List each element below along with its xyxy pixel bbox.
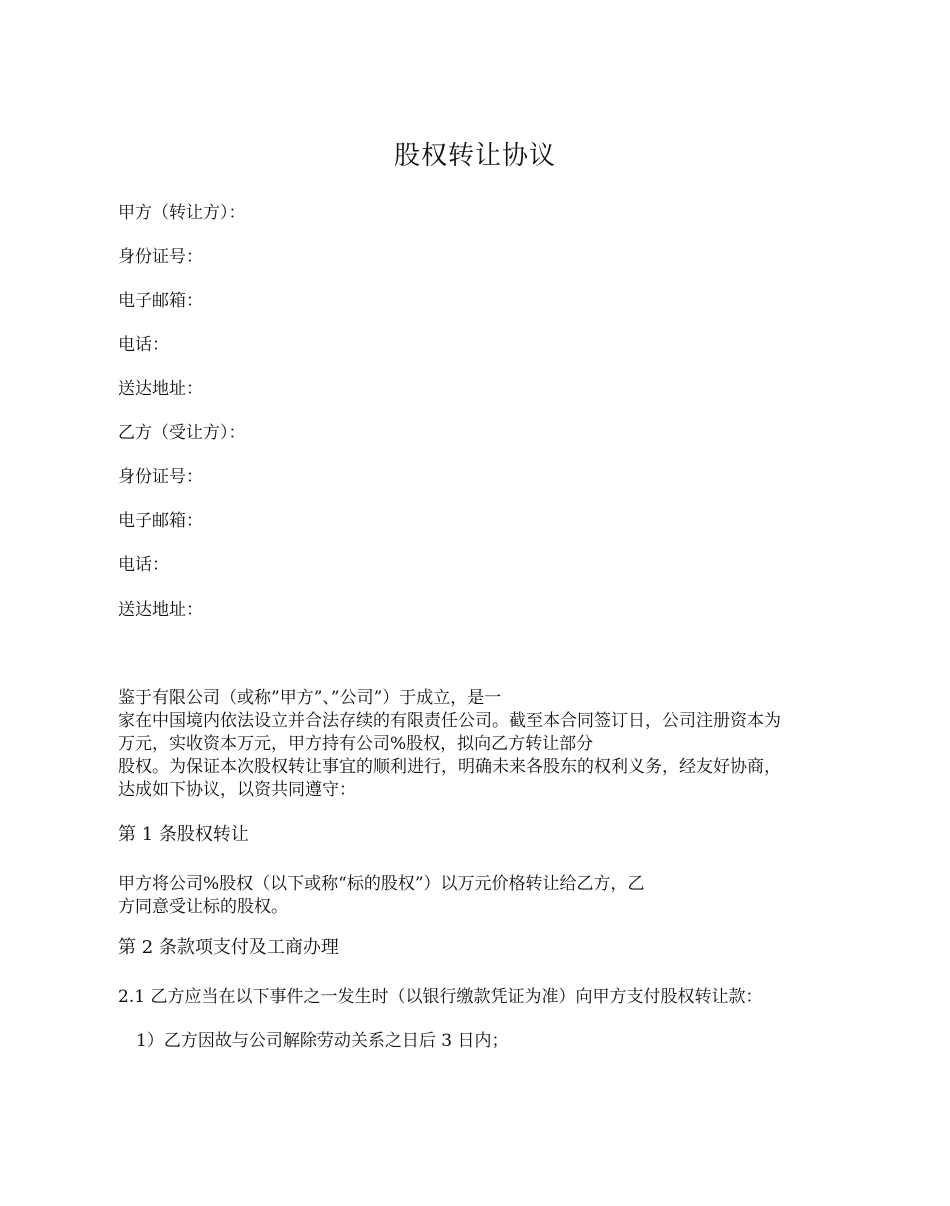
party-a-heading: 甲方（转让方）：: [118, 203, 246, 223]
article-1-line: 甲方将公司%股权（以下或称“标的股权”）以万元价格转让给乙方，乙: [118, 874, 645, 894]
party-a-email-label: 电子邮箱：: [118, 291, 203, 311]
preamble-line: 鉴于有限公司（或称”甲方”、”公司”）于成立，是一: [118, 688, 502, 708]
article-1-heading: 第 1 条股权转让: [118, 824, 249, 845]
party-a-phone-label: 电话：: [118, 335, 169, 355]
clause-2-1: 2.1 乙方应当在以下事件之一发生时（以银行缴款凭证为准）向甲方支付股权转让款：: [118, 987, 763, 1007]
document-title: 股权转让协议: [393, 141, 556, 171]
clause-2-1-item-1: 1）乙方因故与公司解除劳动关系之日后 3 日内；: [136, 1031, 509, 1051]
party-b-id-label: 身份证号：: [118, 467, 203, 487]
party-b-email-label: 电子邮箱：: [118, 511, 203, 531]
preamble-line: 家在中国境内依法设立并合法存续的有限责任公司。截至本合同签订日，公司注册资本为: [118, 711, 781, 731]
party-b-phone-label: 电话：: [118, 555, 169, 575]
party-b-heading: 乙方（受让方）：: [118, 423, 246, 443]
party-b-address-label: 送达地址：: [118, 600, 203, 620]
article-1-line: 方同意受让标的股权。: [118, 897, 288, 917]
party-a-id-label: 身份证号：: [118, 247, 203, 267]
preamble-line: 达成如下协议，以资共同遵守：: [118, 780, 356, 800]
party-a-address-label: 送达地址：: [118, 379, 203, 399]
preamble-line: 股权。为保证本次股权转让事宜的顺利进行，明确未来各股东的权利义务，经友好协商，: [118, 757, 781, 777]
article-2-heading: 第 2 条款项支付及工商办理: [118, 937, 339, 958]
preamble-line: 万元，实收资本万元，甲方持有公司%股权，拟向乙方转让部分: [118, 734, 594, 754]
